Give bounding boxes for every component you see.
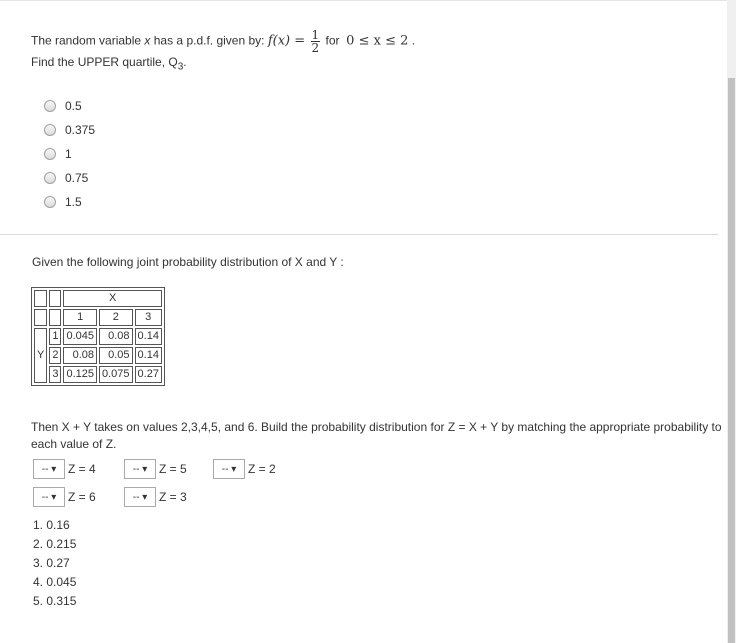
- q1-prefix: The random variable: [31, 33, 142, 48]
- match-z3: [124, 487, 187, 507]
- empty-cell: [34, 290, 47, 307]
- radio-button[interactable]: [44, 196, 56, 208]
- prob-cell: 0.08: [99, 328, 133, 345]
- joint-distribution-table: [31, 287, 165, 386]
- q1-subtitle-sub: 3: [177, 61, 184, 73]
- q1-for: for: [325, 33, 340, 48]
- match-label: Z = 4: [68, 462, 96, 476]
- x-value: 2: [99, 309, 133, 326]
- vertical-scrollbar[interactable]: [727, 0, 736, 643]
- match-select[interactable]: -- ▾: [33, 487, 65, 507]
- prob-cell: 0.125: [63, 366, 97, 383]
- match-select[interactable]: -- ▾: [124, 459, 156, 479]
- match-label: Z = 6: [68, 490, 96, 504]
- empty-cell: [49, 290, 61, 307]
- answer-item: 1. 0.16: [33, 518, 70, 532]
- answer-item: 2. 0.215: [33, 537, 77, 551]
- x-value: 3: [135, 309, 162, 326]
- option-row[interactable]: [44, 166, 95, 190]
- empty-cell: [49, 309, 61, 326]
- match-label: Z = 3: [159, 490, 187, 504]
- match-select[interactable]: -- ▾: [124, 487, 156, 507]
- question1-options: [44, 94, 95, 214]
- prob-cell: 0.045: [63, 328, 97, 345]
- y-value: 1: [49, 328, 61, 345]
- match-select[interactable]: -- ▾: [213, 459, 245, 479]
- q1-has-pdf: has a p.d.f. given by:: [153, 33, 265, 48]
- option-label: 0.5: [65, 99, 82, 113]
- prob-cell: 0.14: [135, 347, 162, 364]
- prob-cell: 0.05: [99, 347, 133, 364]
- answer-list: [33, 516, 76, 611]
- radio-button[interactable]: [44, 124, 56, 136]
- match-z5: [124, 459, 187, 479]
- top-border: [0, 0, 736, 1]
- option-row[interactable]: [44, 118, 95, 142]
- q1-domain: 0 ≤ x ≤ 2: [346, 33, 409, 49]
- question1-text: [31, 29, 415, 54]
- match-label: Z = 2: [248, 462, 276, 476]
- radio-button[interactable]: [44, 100, 56, 112]
- prob-cell: 0.14: [135, 328, 162, 345]
- option-row[interactable]: [44, 94, 95, 118]
- match-label: Z = 5: [159, 462, 187, 476]
- x-header: X: [63, 290, 161, 307]
- q1-subtitle-end: .: [183, 55, 187, 69]
- option-row[interactable]: [44, 190, 95, 214]
- option-row[interactable]: [44, 142, 95, 166]
- prob-cell: 0.27: [135, 366, 162, 383]
- q1-subtitle-text: Find the UPPER quartile, Q: [31, 55, 178, 69]
- prob-cell: 0.075: [99, 366, 133, 383]
- option-label: 1: [65, 147, 72, 161]
- answer-item: 3. 0.27: [33, 556, 70, 570]
- y-value: 2: [49, 347, 61, 364]
- q1-fx: f(x) =: [267, 33, 306, 49]
- prob-cell: 0.08: [63, 347, 97, 364]
- y-header: Y: [34, 328, 47, 383]
- answer-item: 4. 0.045: [33, 575, 77, 589]
- y-value: 3: [49, 366, 61, 383]
- radio-button[interactable]: [44, 172, 56, 184]
- answer-item: 5. 0.315: [33, 594, 77, 608]
- option-label: 0.75: [65, 171, 89, 185]
- q1-var-x: x: [144, 33, 151, 48]
- option-label: 1.5: [65, 195, 82, 209]
- question2-description: Then X + Y takes on values 2,3,4,5, and 6. Build the probability distribution for Z = X + Y by matching the appropriate probability to each value of Z.: [31, 420, 722, 451]
- scrollbar-thumb[interactable]: [728, 78, 735, 643]
- match-z4: [33, 459, 96, 479]
- q1-frac-den: 2: [311, 41, 320, 55]
- radio-button[interactable]: [44, 148, 56, 160]
- question2-intro: Given the following joint probability distribution of X and Y :: [32, 255, 344, 269]
- q1-fraction: [311, 29, 321, 54]
- match-z6: [33, 487, 96, 507]
- match-select[interactable]: -- ▾: [33, 459, 65, 479]
- option-label: 0.375: [65, 123, 96, 137]
- q1-period: .: [411, 33, 416, 48]
- match-z2: [213, 459, 276, 479]
- x-value: 1: [63, 309, 97, 326]
- question-separator: [0, 234, 718, 235]
- question1-subtitle: [31, 55, 187, 72]
- q1-frac-num: 1: [311, 28, 320, 42]
- empty-cell: [34, 309, 47, 326]
